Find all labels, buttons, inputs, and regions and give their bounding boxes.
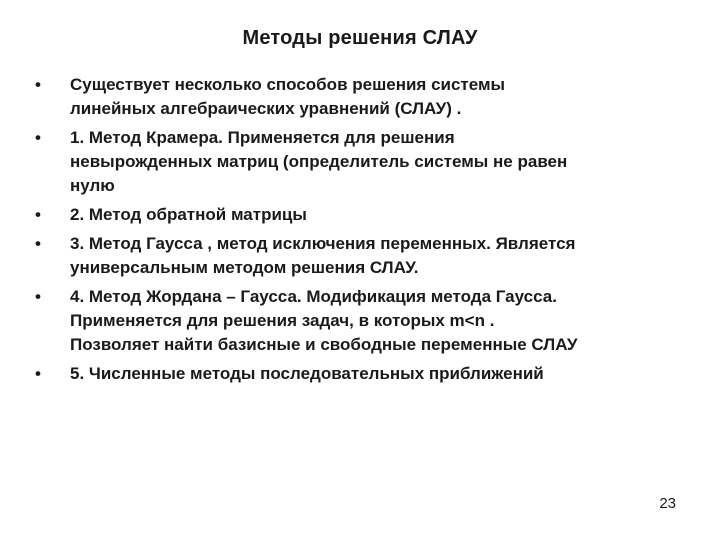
bullet-text-line: 1. Метод Крамера. Применяется для решения: [70, 128, 455, 147]
bullet-list: [35, 73, 695, 391]
page-number: 23: [659, 495, 676, 512]
bullet-icon: •: [35, 234, 41, 253]
bullet-text-line: Применяется для решения задач, в которых m<n .: [70, 311, 495, 330]
bullet-text-line: Позволяет найти базисные и свободные переменные СЛАУ: [70, 335, 578, 354]
bullet-icon: •: [35, 205, 41, 224]
bullet-text-line: 4. Метод Жордана – Гаусса. Модификация метода Гаусса.: [70, 287, 557, 306]
slide-title: Методы решения СЛАУ: [242, 27, 478, 49]
bullet-item-cramer: [35, 126, 695, 198]
bullet-item-numerical: [35, 362, 695, 386]
bullet-text-line: линейных алгебраических уравнений (СЛАУ) .: [70, 99, 462, 118]
bullet-item-jordan-gauss: [35, 285, 695, 357]
bullet-text-line: невырожденных матриц (определитель системы не равен: [70, 152, 568, 171]
bullet-icon: •: [35, 128, 41, 147]
bullet-icon: •: [35, 287, 41, 306]
bullet-item-gauss: [35, 232, 695, 280]
bullet-text-line: 2. Метод обратной матрицы: [70, 205, 307, 224]
bullet-text-line: 3. Метод Гаусса , метод исключения переменных. Является: [70, 234, 576, 253]
bullet-icon: •: [35, 75, 41, 94]
bullet-item-inverse-matrix: [35, 203, 695, 227]
bullet-text-line: нулю: [70, 176, 115, 195]
bullet-text-line: универсальным методом решения СЛАУ.: [70, 258, 419, 277]
bullet-icon: •: [35, 364, 41, 383]
bullet-text-line: 5. Численные методы последовательных приближений: [70, 364, 544, 383]
bullet-text-line: Существует несколько способов решения системы: [70, 75, 506, 94]
bullet-item-intro: [35, 73, 695, 121]
